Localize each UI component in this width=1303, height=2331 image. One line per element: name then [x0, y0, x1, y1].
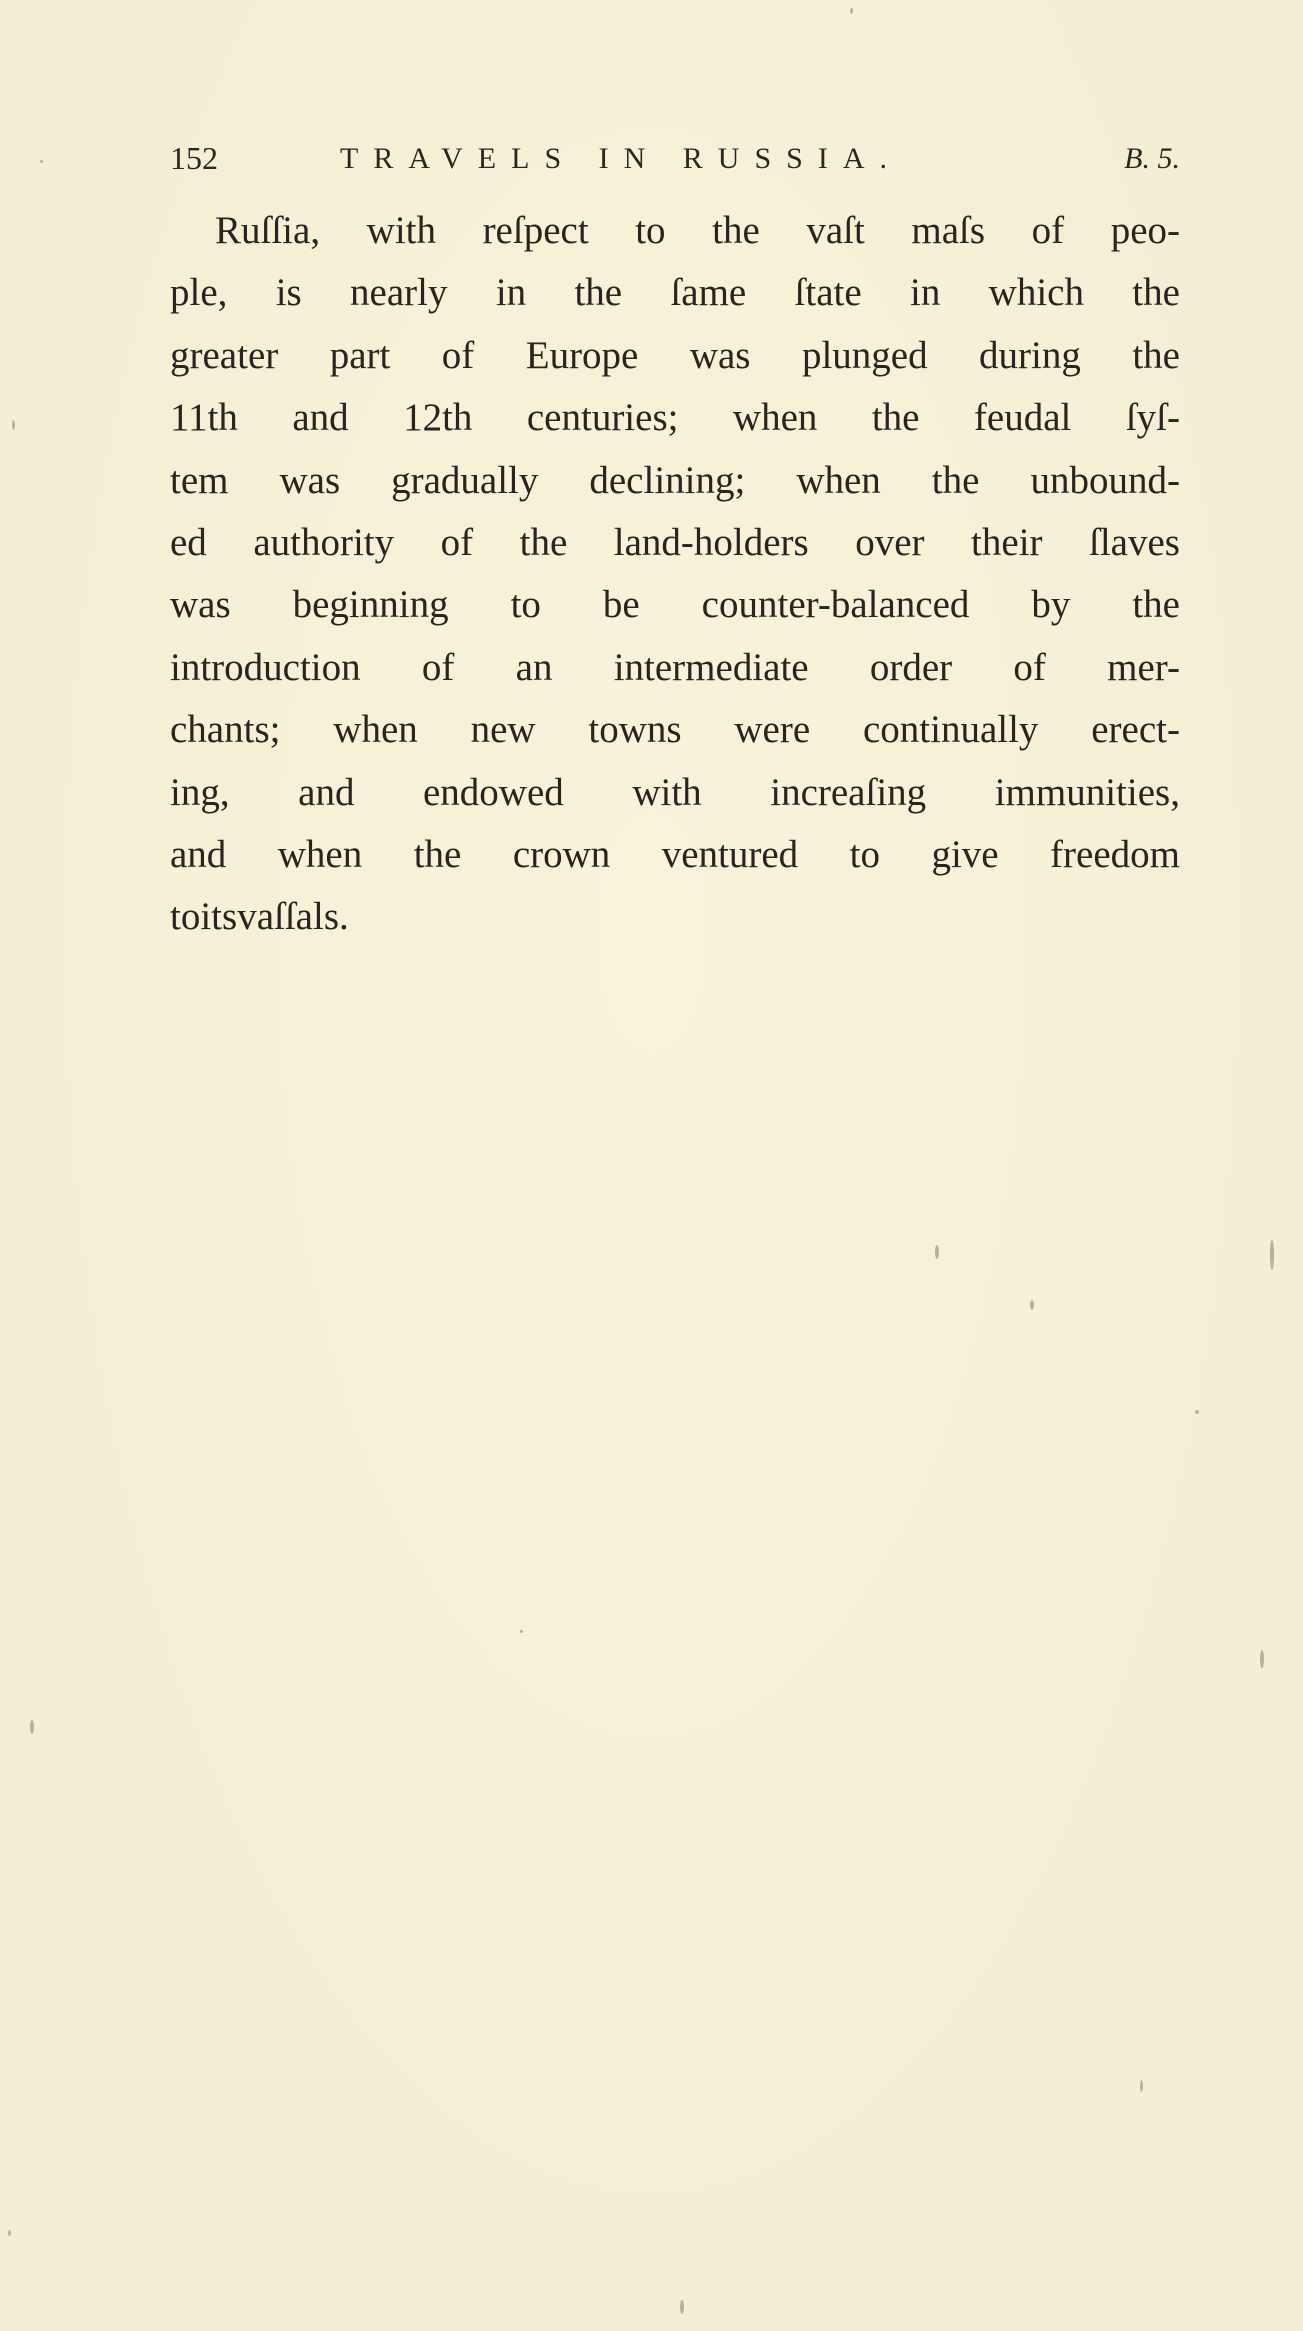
- word: ſtate: [794, 271, 862, 315]
- word: of: [421, 645, 455, 689]
- word: when: [796, 458, 881, 502]
- word: their: [971, 520, 1043, 564]
- word: part: [329, 333, 391, 377]
- word: immunities,: [994, 770, 1180, 814]
- word: ed: [170, 520, 207, 564]
- text-line: [170, 574, 1180, 636]
- paper-speck: [40, 160, 43, 163]
- word: nearly: [350, 271, 448, 315]
- word: in: [495, 271, 527, 315]
- word: land-holders: [613, 520, 809, 564]
- word: in: [910, 271, 941, 315]
- text-line: [170, 699, 1180, 761]
- word: were: [734, 708, 811, 752]
- word: maſs: [911, 209, 986, 252]
- word: to: [635, 209, 666, 252]
- word: declining;: [589, 458, 746, 502]
- word: an: [515, 645, 553, 689]
- word: ſame: [670, 271, 747, 315]
- word: during: [979, 333, 1081, 377]
- word: the: [712, 209, 760, 252]
- word: feudal: [973, 396, 1072, 440]
- word: vaſt: [806, 209, 865, 252]
- text-line: [170, 387, 1180, 449]
- word: ing,: [170, 770, 230, 814]
- page-number: 152: [170, 140, 218, 176]
- word: to: [849, 832, 880, 876]
- word: crown: [512, 832, 611, 876]
- word: the: [931, 458, 980, 502]
- word: was: [279, 458, 341, 502]
- word: and: [292, 396, 349, 440]
- word: over: [855, 520, 925, 564]
- word: order: [869, 645, 953, 689]
- word: with: [632, 770, 702, 814]
- running-title: TRAVELS IN RUSSIA.: [340, 142, 902, 175]
- paper-speck: [1260, 1650, 1264, 1668]
- text-line: [170, 886, 1180, 948]
- word: ſyſ-: [1125, 396, 1180, 440]
- word: freedom: [1050, 832, 1180, 876]
- word: was: [170, 583, 231, 627]
- word: 11th: [170, 396, 238, 440]
- running-head: [170, 140, 1180, 190]
- word: of: [440, 520, 474, 564]
- word: when: [732, 396, 818, 440]
- word: mer-: [1107, 645, 1180, 689]
- paper-speck: [520, 1630, 523, 1633]
- word: was: [689, 333, 751, 377]
- paper-speck: [30, 1720, 34, 1734]
- word: the: [574, 271, 623, 315]
- word: tem: [170, 458, 229, 502]
- body-paragraph: [170, 200, 1180, 949]
- word: erect-: [1091, 708, 1180, 752]
- paper-speck: [1270, 1240, 1274, 1270]
- word: new: [470, 708, 536, 752]
- word: gradually: [391, 458, 539, 502]
- paper-speck: [680, 2300, 684, 2314]
- word: plunged: [801, 333, 928, 377]
- word: give: [931, 832, 999, 876]
- word: the: [413, 832, 462, 876]
- word: counter-balanced: [701, 583, 970, 627]
- text-line: [170, 325, 1180, 387]
- word: and: [298, 770, 355, 814]
- word: 12th: [403, 396, 473, 440]
- word: continually: [862, 708, 1039, 752]
- word: reſpect: [482, 209, 589, 252]
- word: ventured: [661, 832, 799, 876]
- word: by: [1031, 583, 1071, 627]
- word: when: [333, 708, 418, 752]
- text-line: [170, 762, 1180, 824]
- text-line: [170, 200, 1180, 262]
- word: the: [1132, 333, 1180, 377]
- word: is: [275, 271, 302, 315]
- word: unbound-: [1030, 458, 1180, 502]
- word: increaſing: [770, 770, 927, 814]
- word: of: [441, 333, 475, 377]
- text-line: [170, 512, 1180, 574]
- word: endowed: [423, 770, 564, 814]
- book-marker: B. 5.: [1124, 142, 1180, 175]
- text-line: [170, 262, 1180, 324]
- paper-speck: [1195, 1410, 1199, 1414]
- word: ple,: [170, 271, 228, 315]
- word: vaſſals.: [237, 895, 349, 939]
- text-line: [170, 450, 1180, 512]
- word: with: [366, 209, 436, 252]
- word: its: [200, 895, 238, 939]
- word: and: [170, 832, 227, 876]
- word: to: [170, 895, 201, 939]
- word: which: [988, 271, 1084, 315]
- text-line: [170, 824, 1180, 886]
- paper-speck: [1030, 1300, 1034, 1310]
- word: beginning: [292, 583, 449, 627]
- paper-speck: [1140, 2080, 1143, 2092]
- word: of: [1031, 209, 1065, 252]
- word: the: [871, 396, 920, 440]
- word: introduction: [170, 645, 361, 689]
- text-line: [170, 637, 1180, 699]
- word: the: [1132, 583, 1180, 627]
- word: the: [1132, 271, 1180, 315]
- word: when: [277, 832, 363, 876]
- word: greater: [170, 333, 279, 377]
- paper-speck: [850, 8, 853, 14]
- word: ſlaves: [1089, 520, 1180, 564]
- word: Europe: [525, 333, 639, 377]
- word: intermediate: [613, 645, 809, 689]
- word: the: [519, 520, 568, 564]
- word: be: [602, 583, 640, 627]
- word: to: [510, 583, 541, 627]
- paper-speck: [12, 420, 15, 430]
- word: of: [1013, 645, 1046, 689]
- word: authority: [253, 520, 395, 564]
- paper-speck: [935, 1245, 939, 1259]
- word: towns: [588, 708, 682, 752]
- paper-speck: [8, 2230, 11, 2236]
- word: chants;: [170, 708, 281, 752]
- word: peo-: [1110, 209, 1180, 252]
- word: Ruſſia,: [215, 209, 321, 252]
- word: centuries;: [526, 396, 679, 440]
